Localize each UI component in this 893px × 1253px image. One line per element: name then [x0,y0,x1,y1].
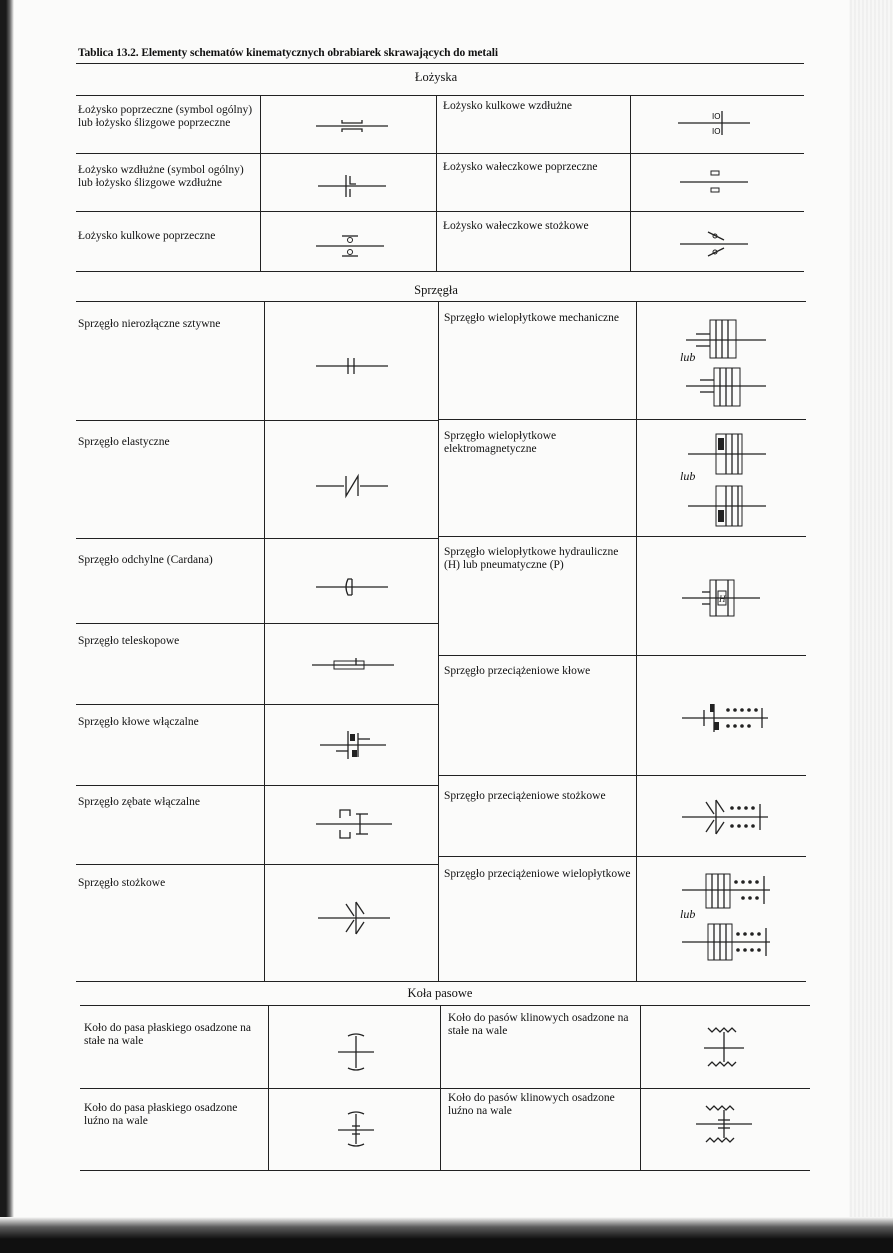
rule [440,1005,441,1170]
pulley-label: Koło do pasów klinowych osadzone na stałe na wale [448,1012,629,1037]
svg-text:H: H [719,594,726,604]
jaw-clutch-symbol [318,728,388,762]
rule [76,785,438,786]
coupling-label: Sprzęgło przeciążeniowe kłowe [444,665,591,677]
rule [76,538,438,539]
pulley-label: Koło do pasów klinowych osadzone luźno na wale [448,1092,615,1117]
telescopic-coupling-symbol [310,654,396,676]
rule [80,1088,810,1089]
plain-thrust-bearing-symbol [316,172,388,200]
rule [438,301,439,981]
rule [640,1005,641,1170]
flat-belt-pulley-fixed-symbol [334,1030,378,1074]
section-title-pulleys: Koła pasowe [407,986,473,1000]
rule [76,301,806,302]
rule [76,704,438,705]
rule [76,153,804,154]
rule [76,420,438,421]
rule [438,655,806,656]
rule [76,63,804,64]
rule [438,419,806,420]
rule [436,95,437,271]
coupling-label: Sprzęgło teleskopowe [78,635,180,647]
rule [76,981,806,982]
toothed-clutch-symbol [314,804,394,844]
rule [76,623,438,624]
svg-text:IO: IO [712,112,721,121]
bearing-label: Łożysko kulkowe poprzeczne [78,230,216,242]
section-title-bearings: Łożyska [414,70,458,84]
bearing-label: Łożysko wałeczkowe poprzeczne [443,161,598,173]
bearing-label: Łożysko poprzeczne (symbol ogólny) lub łożysko ślizgowe poprzeczne [78,104,253,129]
rule [76,271,804,272]
plain-radial-bearing-symbol [314,114,390,136]
multiplate-mechanical-clutch-symbol [684,312,768,412]
rule [260,95,261,271]
coupling-label: Sprzęgło kłowe włączalne [78,716,199,728]
section-title-couplings: Sprzęgła [414,283,458,297]
rule [630,95,631,271]
multiplate-electromagnetic-clutch-symbol [686,428,768,532]
coupling-label: Sprzęgło przeciążeniowe wielopłytkowe [444,868,631,880]
v-belt-pulley-fixed-symbol [700,1022,748,1072]
alternative-lub-label: lub [680,469,696,483]
table-caption: Tablica 13.2. Elementy schematów kinematycznych obrabiarek skrawających do metali [78,47,498,59]
overload-jaw-clutch-symbol [680,700,770,736]
svg-text:IO: IO [712,127,721,136]
rule [264,301,265,981]
coupling-label: Sprzęgło stożkowe [78,877,166,889]
rule [76,211,804,212]
elastic-coupling-symbol [314,470,390,498]
coupling-label: Sprzęgło wielopłytkowe mechaniczne [444,312,619,324]
flat-belt-pulley-loose-symbol [334,1110,378,1150]
coupling-label: Sprzęgło elastyczne [78,436,170,448]
scan-edge-right [849,0,893,1253]
thrust-ball-bearing-symbol [676,108,752,138]
cardan-coupling-symbol [314,574,390,600]
v-belt-pulley-loose-symbol [694,1100,754,1148]
rule [438,536,806,537]
rule [76,95,804,96]
scan-shadow-left [0,0,14,1253]
bearing-label: Łożysko wałeczkowe stożkowe [443,220,589,232]
radial-ball-bearing-symbol [314,232,386,260]
rule [438,856,806,857]
rule [80,1170,810,1171]
rule [80,1005,810,1006]
rule [268,1005,269,1170]
coupling-label: Sprzęgło odchylne (Cardana) [78,554,213,566]
coupling-label: Sprzęgło wielopłytkowe hydrauliczne (H) lub pneumatyczne (P) [444,546,619,571]
tapered-roller-bearing-symbol [678,226,750,262]
scan-shadow-bottom [0,1217,893,1253]
coupling-label: Sprzęgło wielopłytkowe elektromagnetyczne [444,430,557,455]
overload-cone-clutch-symbol [680,796,770,838]
coupling-label: Sprzęgło zębate włączalne [78,796,200,808]
rule [438,775,806,776]
rule [636,301,637,981]
cone-clutch-symbol [316,898,392,938]
bearing-label: Łożysko kulkowe wzdłużne [443,100,573,112]
overload-multiplate-clutch-symbol [680,870,772,966]
coupling-label: Sprzęgło przeciążeniowe stożkowe [444,790,606,802]
rigid-coupling-symbol [314,354,390,378]
radial-roller-bearing-symbol [678,166,750,196]
pulley-label: Koło do pasa płaskiego osadzone na stałe na wale [84,1022,252,1047]
pulley-label: Koło do pasa płaskiego osadzone luźno na wale [84,1102,238,1127]
bearing-label: Łożysko wzdłużne (symbol ogólny) lub łożysko ślizgowe wzdłużne [78,164,244,189]
rule [76,864,438,865]
alternative-lub-label: lub [680,350,696,364]
multiplate-hydraulic-clutch-symbol [680,576,762,620]
coupling-label: Sprzęgło nierozłączne sztywne [78,318,221,330]
alternative-lub-label: lub [680,907,696,921]
